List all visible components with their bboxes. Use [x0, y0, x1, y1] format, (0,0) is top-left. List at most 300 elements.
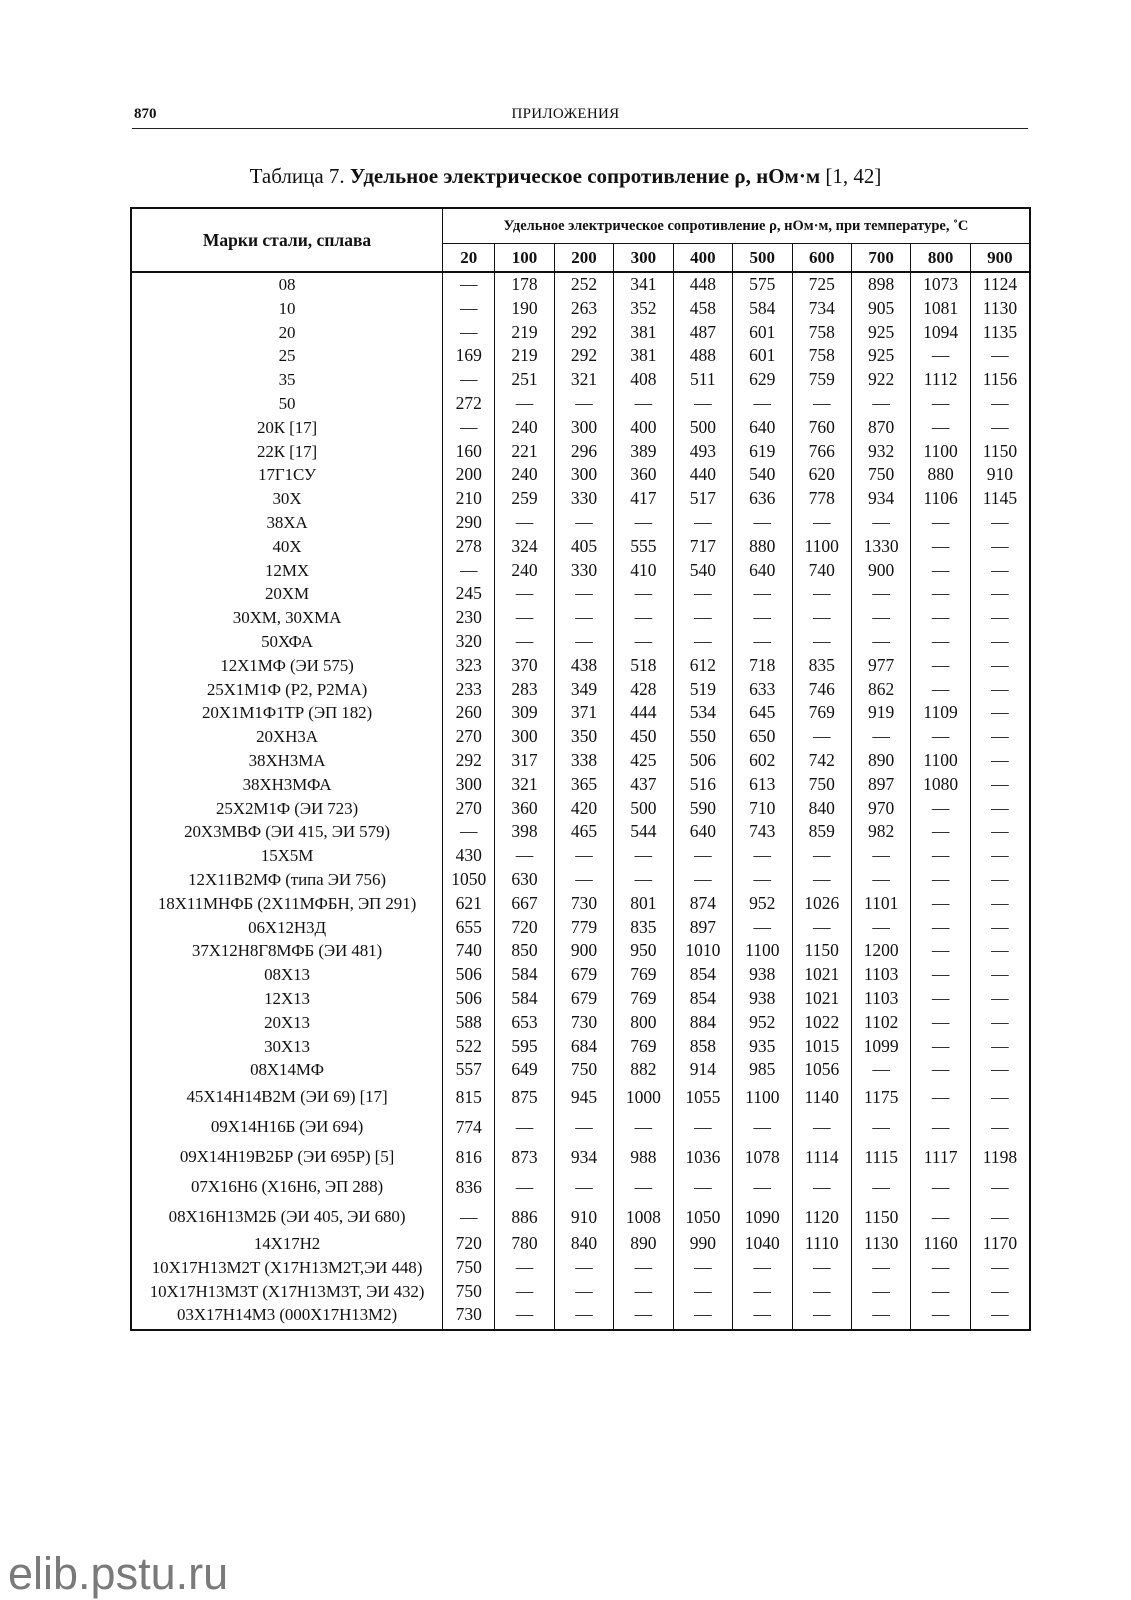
value-cell: 252: [554, 272, 613, 297]
value-cell: 898: [851, 272, 910, 297]
value-cell: 870: [851, 416, 910, 440]
value-cell: —: [911, 892, 970, 916]
value-cell: 1036: [673, 1142, 732, 1172]
value-cell: 1100: [733, 939, 792, 963]
grade-cell: 40Х: [131, 535, 443, 559]
value-cell: 500: [614, 797, 673, 821]
value-cell: 800: [614, 1011, 673, 1035]
value-cell: —: [554, 606, 613, 630]
value-cell: —: [991, 749, 1009, 770]
value-cell: 925: [851, 321, 910, 345]
value-cell: —: [851, 630, 910, 654]
value-cell: 381: [614, 344, 673, 368]
value-cell: —: [443, 321, 495, 345]
value-cell: 292: [554, 321, 613, 345]
value-cell: —: [792, 511, 851, 535]
value-cell: —: [911, 535, 970, 559]
grade-cell: 25Х2М1Ф (ЭИ 723): [131, 797, 443, 821]
table-row: [131, 749, 1030, 773]
value-cell: 1021: [792, 987, 851, 1011]
value-cell: 324: [495, 535, 554, 559]
temperature-header: 900: [970, 244, 1030, 273]
value-cell: —: [554, 392, 613, 416]
value-cell: —: [991, 630, 1009, 651]
value-cell: —: [851, 725, 910, 749]
value-cell: —: [614, 630, 673, 654]
resistivity-table-wrap: [130, 207, 1031, 1331]
value-cell: 1090: [733, 1202, 792, 1232]
table-row: [131, 773, 1030, 797]
value-cell: 840: [554, 1232, 613, 1256]
value-cell: —: [495, 1303, 554, 1330]
value-cell: —: [554, 511, 613, 535]
value-cell: —: [991, 916, 1009, 937]
value-cell: —: [991, 654, 1009, 675]
value-cell: —: [991, 1207, 1009, 1228]
value-cell: 233: [443, 678, 495, 702]
value-cell: 620: [792, 463, 851, 487]
value-cell: —: [911, 606, 970, 630]
value-cell: 988: [614, 1142, 673, 1172]
value-cell: 517: [673, 487, 732, 511]
value-cell: —: [495, 1280, 554, 1304]
value-cell: —: [733, 1256, 792, 1280]
value-cell: —: [851, 844, 910, 868]
value-cell: 493: [673, 440, 732, 464]
value-cell: 1124: [982, 274, 1018, 294]
value-cell: 985: [733, 1058, 792, 1082]
value-cell: —: [792, 1280, 851, 1304]
value-cell: —: [792, 1112, 851, 1142]
grade-cell: 30ХМ, 30ХМА: [131, 606, 443, 630]
value-cell: 679: [554, 987, 613, 1011]
value-cell: 858: [673, 1035, 732, 1059]
value-cell: —: [991, 1256, 1009, 1277]
value-cell: —: [911, 797, 970, 821]
value-cell: —: [554, 582, 613, 606]
value-cell: 292: [443, 749, 495, 773]
value-cell: 774: [443, 1112, 495, 1142]
value-cell: 1099: [851, 1035, 910, 1059]
value-cell: 815: [443, 1082, 495, 1112]
value-cell: —: [614, 1112, 673, 1142]
grade-cell: 12Х11В2МФ (типа ЭИ 756): [131, 868, 443, 892]
value-cell: 718: [733, 654, 792, 678]
value-cell: —: [614, 1172, 673, 1202]
value-cell: 629: [733, 368, 792, 392]
value-cell: —: [911, 1256, 970, 1280]
table-row: [131, 392, 1030, 416]
resistivity-table: [130, 207, 1031, 1331]
value-cell: 259: [495, 487, 554, 511]
value-cell: 270: [443, 725, 495, 749]
value-cell: —: [911, 963, 970, 987]
value-cell: —: [614, 392, 673, 416]
table-row: [131, 892, 1030, 916]
value-cell: 283: [495, 678, 554, 702]
value-cell: 780: [495, 1232, 554, 1256]
value-cell: 330: [554, 487, 613, 511]
value-cell: 862: [851, 678, 910, 702]
value-cell: 938: [733, 963, 792, 987]
value-cell: 240: [495, 559, 554, 583]
value-cell: 750: [554, 1058, 613, 1082]
value-cell: 370: [495, 654, 554, 678]
value-cell: 550: [673, 725, 732, 749]
value-cell: 897: [851, 773, 910, 797]
value-cell: —: [554, 844, 613, 868]
value-cell: 487: [673, 321, 732, 345]
value-cell: —: [554, 1112, 613, 1142]
value-cell: —: [733, 844, 792, 868]
value-cell: 1022: [792, 1011, 851, 1035]
value-cell: 835: [614, 916, 673, 940]
table-row: [131, 297, 1030, 321]
value-cell: 1110: [792, 1232, 851, 1256]
grade-cell: 07Х16Н6 (Х16Н6, ЭП 288): [131, 1172, 443, 1202]
value-cell: —: [554, 1172, 613, 1202]
value-cell: 740: [792, 559, 851, 583]
value-cell: 584: [495, 963, 554, 987]
value-cell: 740: [443, 939, 495, 963]
value-cell: 352: [614, 297, 673, 321]
grade-cell: 20Х3МВФ (ЭИ 415, ЭИ 579): [131, 820, 443, 844]
grade-cell: 50: [131, 392, 443, 416]
value-cell: 1109: [911, 701, 970, 725]
value-cell: —: [614, 511, 673, 535]
value-cell: 1330: [851, 535, 910, 559]
table-row: [131, 1035, 1030, 1059]
value-cell: —: [991, 511, 1009, 532]
value-cell: 621: [443, 892, 495, 916]
table-row: [131, 1058, 1030, 1082]
table-row: [131, 678, 1030, 702]
grade-cell: 08Х16Н13М2Б (ЭИ 405, ЭИ 680): [131, 1202, 443, 1232]
value-cell: 430: [443, 844, 495, 868]
value-cell: 640: [673, 820, 732, 844]
value-cell: 240: [495, 416, 554, 440]
table-row: [131, 511, 1030, 535]
table-row: [131, 582, 1030, 606]
value-cell: 428: [614, 678, 673, 702]
value-cell: 1117: [911, 1142, 970, 1172]
value-cell: 750: [443, 1280, 495, 1304]
value-cell: 1103: [851, 987, 910, 1011]
value-cell: 636: [733, 487, 792, 511]
value-cell: 720: [495, 916, 554, 940]
value-cell: —: [911, 416, 970, 440]
value-cell: —: [673, 1172, 732, 1202]
temperature-group-header: Удельное электрическое сопротивление ρ, нОм·м, при температуре, ˚С: [443, 208, 1030, 244]
value-cell: 365: [554, 773, 613, 797]
value-cell: 338: [554, 749, 613, 773]
grade-cell: 12Х13: [131, 987, 443, 1011]
value-cell: 1175: [851, 1082, 910, 1112]
value-cell: —: [554, 1256, 613, 1280]
value-cell: —: [673, 844, 732, 868]
value-cell: 650: [733, 725, 792, 749]
value-cell: 398: [495, 820, 554, 844]
value-cell: —: [495, 1172, 554, 1202]
value-cell: 720: [443, 1232, 495, 1256]
value-cell: 534: [673, 701, 732, 725]
value-cell: 381: [614, 321, 673, 345]
table-row: [131, 654, 1030, 678]
value-cell: —: [733, 1280, 792, 1304]
table-row: [131, 321, 1030, 345]
temperature-header: 800: [911, 244, 970, 273]
value-cell: —: [911, 344, 970, 368]
running-title: ПРИЛОЖЕНИЯ: [511, 106, 620, 122]
value-cell: —: [495, 606, 554, 630]
value-cell: 330: [554, 559, 613, 583]
value-cell: 444: [614, 701, 673, 725]
value-cell: 884: [673, 1011, 732, 1035]
value-cell: 292: [554, 344, 613, 368]
value-cell: 519: [673, 678, 732, 702]
value-cell: 905: [851, 297, 910, 321]
value-cell: 221: [495, 440, 554, 464]
table-row: [131, 797, 1030, 821]
value-cell: 321: [554, 368, 613, 392]
value-cell: 1015: [792, 1035, 851, 1059]
value-cell: 874: [673, 892, 732, 916]
value-cell: —: [614, 844, 673, 868]
table-row: [131, 1082, 1030, 1112]
value-cell: 613: [733, 773, 792, 797]
grade-cell: 09Х14Н16Б (ЭИ 694): [131, 1112, 443, 1142]
value-cell: —: [991, 726, 1009, 747]
value-cell: 1145: [982, 488, 1018, 509]
value-cell: 717: [673, 535, 732, 559]
grade-cell: 09Х14Н19В2БР (ЭИ 695Р) [5]: [131, 1142, 443, 1172]
value-cell: —: [792, 630, 851, 654]
value-cell: 816: [443, 1142, 495, 1172]
value-cell: —: [991, 797, 1009, 818]
watermark: elib.pstu.ru: [8, 1548, 229, 1599]
value-cell: 506: [443, 963, 495, 987]
value-cell: —: [991, 821, 1009, 842]
value-cell: —: [991, 345, 1009, 366]
value-cell: 300: [495, 725, 554, 749]
value-cell: 952: [733, 1011, 792, 1035]
value-cell: —: [614, 606, 673, 630]
value-cell: —: [991, 987, 1009, 1008]
table-row: [131, 416, 1030, 440]
value-cell: —: [792, 1303, 851, 1330]
value-cell: —: [991, 416, 1009, 437]
value-cell: 516: [673, 773, 732, 797]
value-cell: —: [911, 559, 970, 583]
value-cell: 900: [851, 559, 910, 583]
value-cell: —: [851, 868, 910, 892]
value-cell: 779: [554, 916, 613, 940]
grade-cell: 38ХА: [131, 511, 443, 535]
value-cell: 750: [851, 463, 910, 487]
value-cell: —: [554, 868, 613, 892]
value-cell: 544: [614, 820, 673, 844]
value-cell: 655: [443, 916, 495, 940]
page-number: 870: [134, 106, 157, 122]
value-cell: 555: [614, 535, 673, 559]
value-cell: —: [991, 1117, 1009, 1138]
value-cell: 667: [495, 892, 554, 916]
grade-cell: 37Х12Н8Г8МФБ (ЭИ 481): [131, 939, 443, 963]
value-cell: 601: [733, 321, 792, 345]
grade-cell: 30Х13: [131, 1035, 443, 1059]
value-cell: 730: [554, 892, 613, 916]
value-cell: 1040: [733, 1232, 792, 1256]
value-cell: —: [911, 654, 970, 678]
value-cell: —: [991, 1011, 1009, 1032]
value-cell: 1055: [673, 1082, 732, 1112]
value-cell: 458: [673, 297, 732, 321]
grade-cell: 12МХ: [131, 559, 443, 583]
value-cell: —: [792, 1256, 851, 1280]
value-cell: 734: [792, 297, 851, 321]
value-cell: —: [495, 1256, 554, 1280]
temperature-header: 20: [443, 244, 495, 273]
table-row: [131, 1232, 1030, 1256]
value-cell: —: [673, 1112, 732, 1142]
value-cell: 465: [554, 820, 613, 844]
value-cell: —: [911, 392, 970, 416]
value-cell: 251: [495, 368, 554, 392]
value-cell: 263: [554, 297, 613, 321]
value-cell: —: [911, 725, 970, 749]
temperature-header: 600: [792, 244, 851, 273]
value-cell: 922: [851, 368, 910, 392]
table-row: [131, 535, 1030, 559]
value-cell: 1100: [911, 749, 970, 773]
value-cell: —: [851, 582, 910, 606]
value-cell: 882: [614, 1058, 673, 1082]
value-cell: —: [851, 511, 910, 535]
value-cell: 612: [673, 654, 732, 678]
value-cell: —: [733, 630, 792, 654]
value-cell: —: [911, 1011, 970, 1035]
value-cell: —: [911, 1303, 970, 1330]
value-cell: 1150: [982, 440, 1018, 461]
value-cell: —: [991, 702, 1009, 723]
value-cell: 1100: [792, 535, 851, 559]
table-row: [131, 463, 1030, 487]
grade-cell: 20Х1М1Ф1ТР (ЭП 182): [131, 701, 443, 725]
table-row: [131, 868, 1030, 892]
value-cell: 500: [673, 416, 732, 440]
table-row: [131, 1142, 1030, 1172]
value-cell: 730: [443, 1303, 495, 1330]
value-cell: —: [673, 1303, 732, 1330]
table-row: [131, 272, 1030, 297]
value-cell: 1170: [982, 1233, 1018, 1254]
value-cell: 1094: [911, 321, 970, 345]
value-cell: 300: [443, 773, 495, 797]
value-cell: —: [851, 916, 910, 940]
value-cell: 769: [792, 701, 851, 725]
value-cell: 349: [554, 678, 613, 702]
value-cell: 759: [792, 368, 851, 392]
value-cell: 873: [495, 1142, 554, 1172]
value-cell: 1081: [911, 297, 970, 321]
value-cell: 389: [614, 440, 673, 464]
table-row: [131, 606, 1030, 630]
grade-cell: 10: [131, 297, 443, 321]
value-cell: 350: [554, 725, 613, 749]
value-cell: 854: [673, 987, 732, 1011]
value-cell: 437: [614, 773, 673, 797]
value-cell: 743: [733, 820, 792, 844]
value-cell: 190: [495, 297, 554, 321]
value-cell: 850: [495, 939, 554, 963]
value-cell: —: [673, 868, 732, 892]
table-row: [131, 1202, 1030, 1232]
table-row: [131, 487, 1030, 511]
value-cell: 245: [443, 582, 495, 606]
value-cell: —: [673, 1256, 732, 1280]
value-cell: 425: [614, 749, 673, 773]
value-cell: 890: [614, 1232, 673, 1256]
grade-cell: 22К [17]: [131, 440, 443, 464]
value-cell: —: [911, 1202, 970, 1232]
value-cell: 653: [495, 1011, 554, 1035]
value-cell: —: [733, 1303, 792, 1330]
grade-cell: 20: [131, 321, 443, 345]
value-cell: 1100: [733, 1082, 792, 1112]
value-cell: —: [614, 1303, 673, 1330]
table-row: [131, 701, 1030, 725]
value-cell: —: [991, 1177, 1009, 1198]
value-cell: 1135: [982, 321, 1018, 342]
value-cell: 758: [792, 344, 851, 368]
value-cell: 945: [554, 1082, 613, 1112]
value-cell: 309: [495, 701, 554, 725]
value-cell: 633: [733, 678, 792, 702]
value-cell: 801: [614, 892, 673, 916]
value-cell: 1101: [851, 892, 910, 916]
table-row: [131, 1280, 1030, 1304]
grade-cell: 20Х13: [131, 1011, 443, 1035]
value-cell: 540: [733, 463, 792, 487]
value-cell: —: [733, 916, 792, 940]
value-cell: 1156: [982, 369, 1018, 390]
value-cell: —: [792, 844, 851, 868]
value-cell: —: [991, 1280, 1009, 1301]
value-cell: 506: [443, 987, 495, 1011]
value-cell: 1073: [911, 272, 970, 297]
value-cell: 160: [443, 440, 495, 464]
table-row: [131, 820, 1030, 844]
table-row: [131, 725, 1030, 749]
value-cell: 778: [792, 487, 851, 511]
value-cell: —: [851, 606, 910, 630]
grade-cell: 20ХН3А: [131, 725, 443, 749]
value-cell: 1150: [851, 1202, 910, 1232]
value-cell: —: [614, 1280, 673, 1304]
value-cell: 588: [443, 1011, 495, 1035]
value-cell: 240: [495, 463, 554, 487]
table-row: [131, 559, 1030, 583]
value-cell: —: [443, 297, 495, 321]
value-cell: 925: [851, 344, 910, 368]
value-cell: —: [991, 392, 1009, 413]
value-cell: 557: [443, 1058, 495, 1082]
value-cell: 410: [614, 559, 673, 583]
value-cell: 645: [733, 701, 792, 725]
value-cell: 758: [792, 321, 851, 345]
value-cell: 440: [673, 463, 732, 487]
value-cell: 990: [673, 1232, 732, 1256]
